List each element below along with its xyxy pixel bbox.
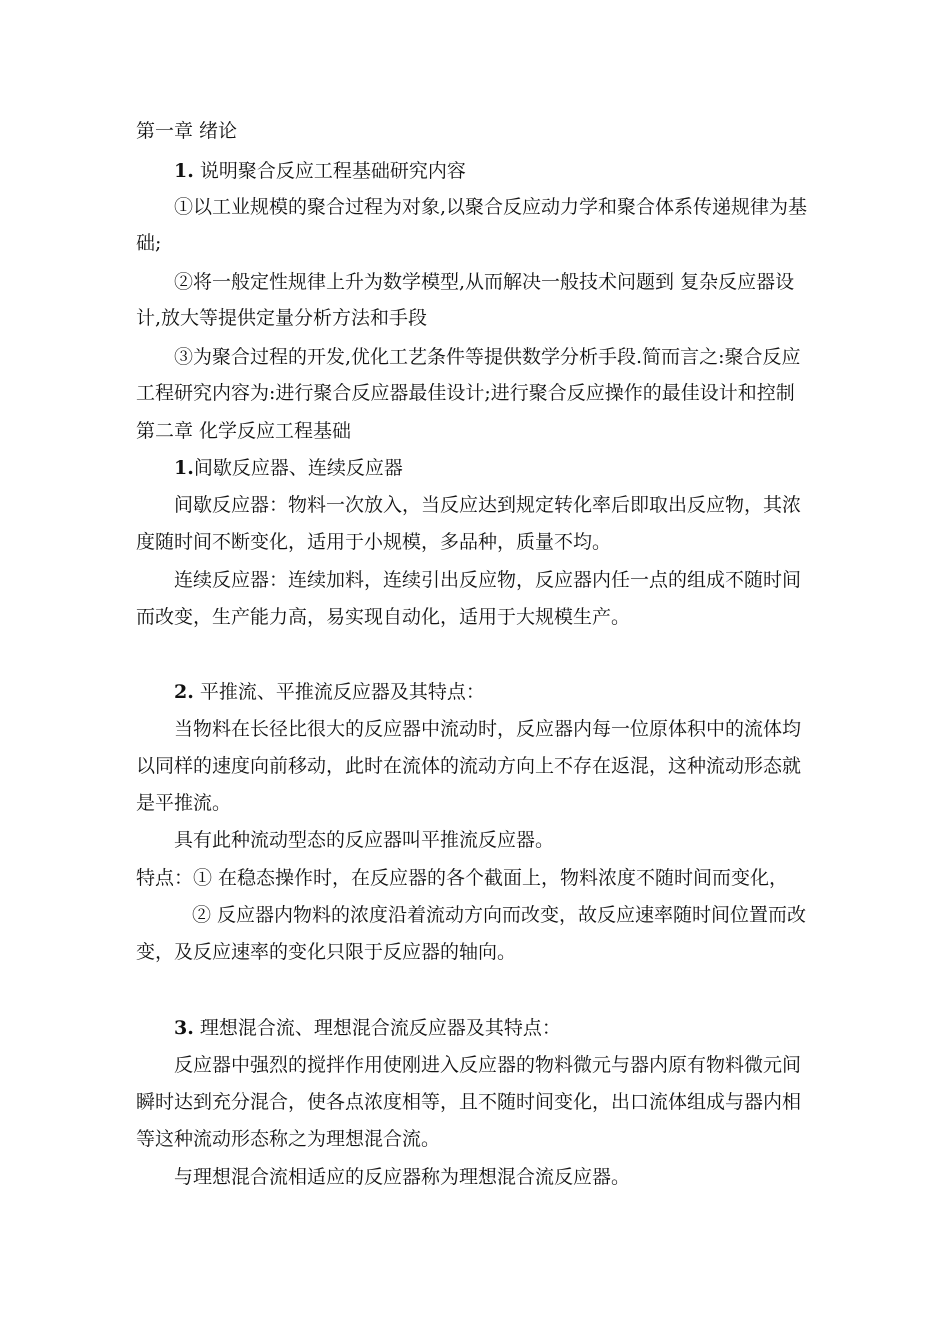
features-line: ② 反应器内物料的浓度沿着流动方向而改变，故反应速率随时间位置而改 [192,904,807,926]
paragraph-line: ②将一般定性规律上升为数学模型,从而解决一般技术问题到 复杂反应器设 [174,271,795,293]
paragraph-line: 础; [136,232,162,254]
paragraph-line: 间歇反应器：物料一次放入，当反应达到规定转化率后即取出反应物，其浓 [174,494,802,516]
paragraph-line: 等这种流动形态称之为理想混合流。 [136,1128,441,1150]
chapter-1-title: 第一章 绪论 [136,120,238,142]
paragraph-line: 瞬时达到充分混合，使各点浓度相等，且不随时间变化，出口流体组成与器内相 [136,1091,802,1113]
ch2-question-2 [174,681,485,703]
question-text: 理想混合流、理想混合流反应器及其特点： [193,1017,561,1039]
question-number: 2. [174,681,194,703]
chapter-2-title: 第二章 化学反应工程基础 [136,420,352,442]
features-line: 特点：① 在稳态操作时，在反应器的各个截面上，物料浓度不随时间而变化， [136,867,789,889]
paragraph-line: 计,放大等提供定量分析方法和手段 [136,307,428,329]
question-number: 1. [174,457,194,479]
paragraph-line: 与理想混合流相适应的反应器称为理想混合流反应器。 [174,1166,631,1188]
paragraph-line: 工程研究内容为:进行聚合反应器最佳设计;进行聚合反应操作的最佳设计和控制 [136,382,795,404]
question-text: 说明聚合反应工程基础研究内容 [193,160,466,182]
ch2-question-1 [174,457,403,479]
paragraph-line: ③为聚合过程的开发,优化工艺条件等提供数学分析手段.简而言之:聚合反应 [174,346,801,368]
features-line: 变，及反应速率的变化只限于反应器的轴向。 [136,941,517,963]
question-text: 间歇反应器、连续反应器 [193,457,403,479]
ch1-question-1 [174,160,466,182]
paragraph-line: 度随时间不断变化，适用于小规模，多品种，质量不均。 [136,531,612,553]
paragraph-line: 以同样的速度向前移动，此时在流体的流动方向上不存在返混，这种流动形态就 [136,755,802,777]
paragraph-line: 具有此种流动型态的反应器叫平推流反应器。 [174,829,555,851]
question-number: 3. [174,1017,194,1039]
question-text: 平推流、平推流反应器及其特点： [193,681,485,703]
ch2-question-3 [174,1017,561,1039]
question-number: 1. [174,160,194,182]
paragraph-line: 而改变，生产能力高，易实现自动化，适用于大规模生产。 [136,606,631,628]
paragraph-line: 连续反应器：连续加料，连续引出反应物，反应器内任一点的组成不随时间 [174,569,802,591]
paragraph-line: 是平推流。 [136,792,232,814]
paragraph-line: ①以工业规模的聚合过程为对象,以聚合反应动力学和聚合体系传递规律为基 [174,196,808,218]
paragraph-line: 当物料在长径比很大的反应器中流动时，反应器内每一位原体积中的流体均 [174,718,802,740]
paragraph-line: 反应器中强烈的搅拌作用使刚进入反应器的物料微元与器内原有物料微元间 [174,1054,802,1076]
